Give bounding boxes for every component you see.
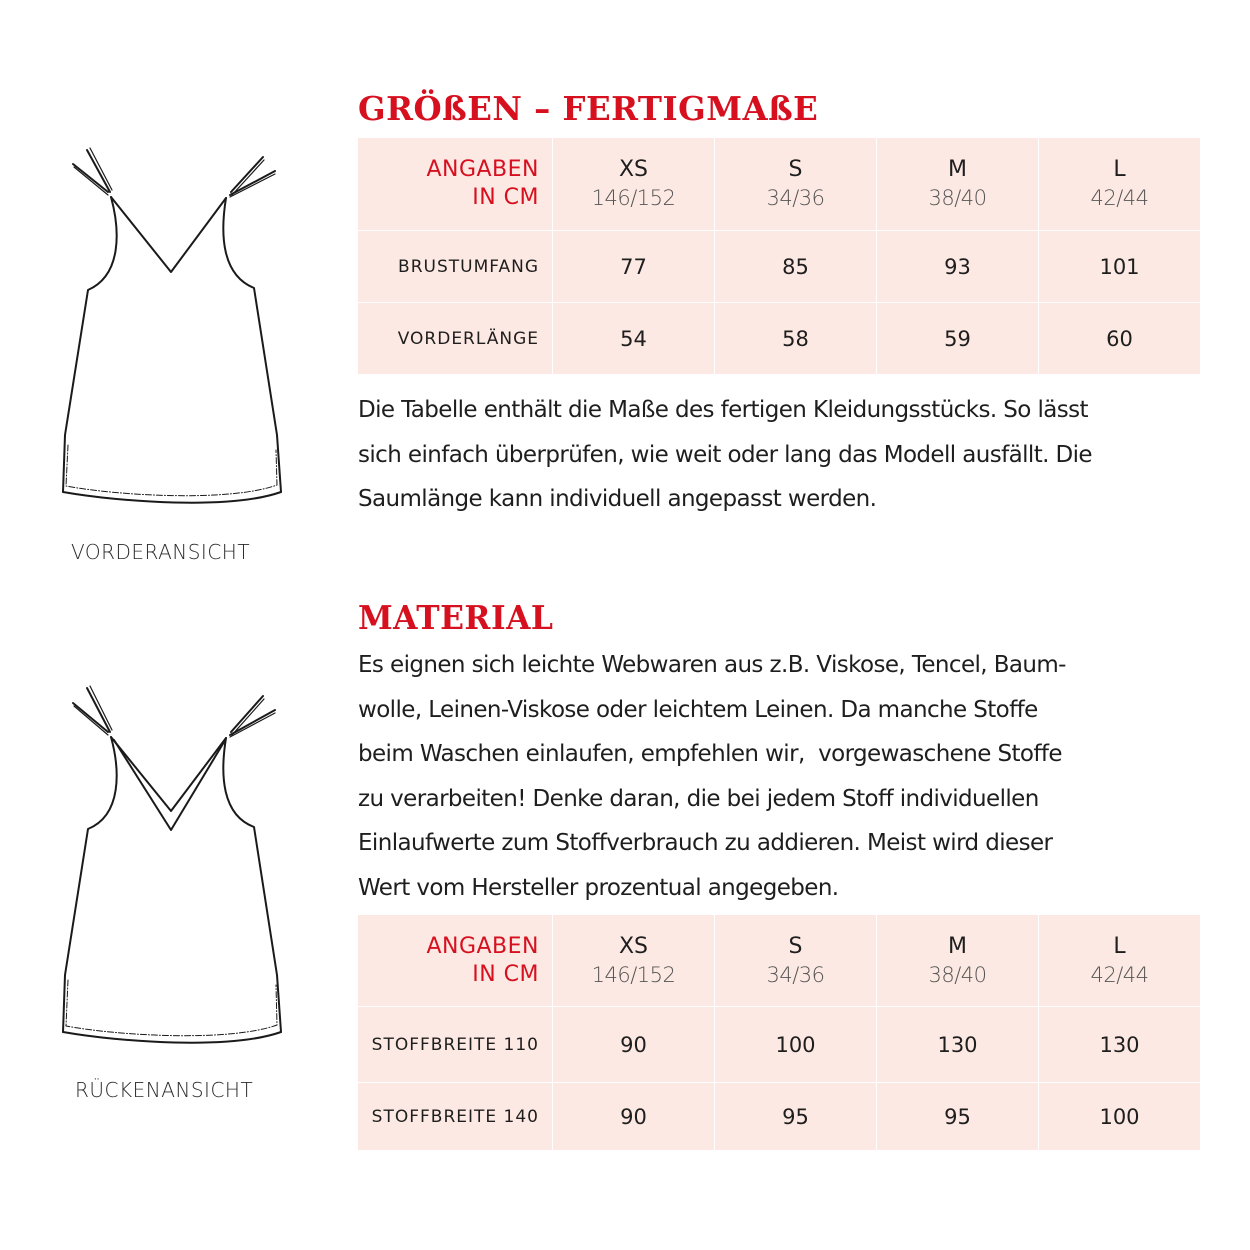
size-column-xs — [553, 138, 715, 231]
table-header-row — [358, 138, 1201, 231]
size-eu: 38/40 — [928, 962, 987, 987]
table-cell: 58 — [715, 303, 877, 375]
paragraph-line: sich einfach überprüfen, wie weit oder lang das Modell ausfällt. Die — [358, 441, 1092, 468]
size-column-s — [715, 915, 877, 1007]
units-label — [358, 138, 553, 231]
size-column-m — [877, 138, 1039, 231]
table-cell: 95 — [715, 1083, 877, 1151]
table-cell: 77 — [553, 231, 715, 303]
material-description — [358, 643, 1218, 911]
size-name: L — [1113, 157, 1126, 182]
back-view-caption: RÜCKENANSICHT — [75, 1078, 254, 1102]
size-name: XS — [618, 157, 649, 182]
size-name: S — [788, 933, 803, 959]
row-label: STOFFBREITE 110 — [358, 1007, 553, 1083]
fabric-requirements-table — [357, 914, 1201, 1151]
units-label-line1: ANGABEN — [426, 157, 539, 182]
size-name: L — [1113, 933, 1126, 959]
size-eu: 38/40 — [928, 186, 987, 210]
size-eu: 42/44 — [1090, 962, 1149, 987]
paragraph-line: zu verarbeiten! Denke daran, die bei jedem Stoff individuellen — [358, 785, 1039, 812]
units-label-line2: IN CM — [472, 185, 539, 210]
paragraph-line: Die Tabelle enthält die Maße des fertigen Kleidungsstücks. So lässt — [358, 397, 1088, 423]
table-cell: 101 — [1039, 231, 1201, 303]
table-cell: 60 — [1039, 303, 1201, 375]
paragraph-line: Es eignen sich leichte Webwaren aus z.B. Viskose, Tencel, Baum- — [358, 652, 1066, 678]
size-eu: 146/152 — [591, 962, 676, 987]
table-row — [358, 231, 1201, 303]
table-cell: 90 — [553, 1007, 715, 1083]
table-cell: 100 — [715, 1007, 877, 1083]
front-view-caption: VORDERANSICHT — [71, 540, 251, 564]
size-column-xs — [553, 915, 715, 1007]
table-cell: 130 — [1039, 1007, 1201, 1083]
camisole-back-icon — [50, 680, 300, 1060]
size-eu: 42/44 — [1090, 186, 1149, 210]
size-column-s — [715, 138, 877, 231]
paragraph-line: Einlaufwerte zum Stoffverbrauch zu addieren. Meist wird dieser — [358, 830, 1053, 857]
paragraph-line: wolle, Leinen-Viskose oder leichtem Leinen. Da manche Stoffe — [358, 696, 1038, 723]
camisole-front-icon — [50, 140, 300, 520]
table-row — [358, 1007, 1201, 1083]
size-name: XS — [618, 933, 649, 959]
table-header-row — [358, 915, 1201, 1007]
paragraph-line: Saumlänge kann individuell angepasst werden. — [358, 486, 877, 513]
table-cell: 59 — [877, 303, 1039, 375]
table-cell: 90 — [553, 1083, 715, 1151]
units-label-line2: IN CM — [472, 961, 539, 987]
sizes-heading: GRÖßEN – FERTIGMAßE — [358, 89, 819, 128]
finished-measurements-table — [357, 137, 1201, 375]
back-view-figure — [50, 680, 300, 1102]
size-name: S — [788, 157, 803, 182]
size-column-l — [1039, 915, 1201, 1007]
table-cell: 85 — [715, 231, 877, 303]
paragraph-line: Wert vom Hersteller prozentual angegeben. — [358, 874, 839, 901]
table-cell: 95 — [877, 1083, 1039, 1151]
table-cell: 130 — [877, 1007, 1039, 1083]
material-heading: MATERIAL — [358, 598, 554, 637]
sizes-description — [358, 388, 1218, 522]
row-label: BRUSTUMFANG — [358, 231, 553, 303]
units-label — [358, 915, 553, 1007]
size-eu: 146/152 — [591, 186, 676, 210]
row-label: STOFFBREITE 140 — [358, 1083, 553, 1151]
size-column-l — [1039, 138, 1201, 231]
paragraph-line: beim Waschen einlaufen, empfehlen wir, vorgewaschene Stoffe — [358, 741, 1062, 768]
size-column-m — [877, 915, 1039, 1007]
size-eu: 34/36 — [766, 186, 825, 210]
size-eu: 34/36 — [766, 962, 825, 987]
units-label-line1: ANGABEN — [426, 933, 539, 959]
front-view-figure — [50, 140, 300, 564]
size-name: M — [948, 157, 967, 182]
table-cell: 54 — [553, 303, 715, 375]
table-row — [358, 303, 1201, 375]
row-label: VORDERLÄNGE — [358, 303, 553, 375]
table-row — [358, 1083, 1201, 1151]
table-cell: 100 — [1039, 1083, 1201, 1151]
size-name: M — [948, 933, 967, 959]
table-cell: 93 — [877, 231, 1039, 303]
